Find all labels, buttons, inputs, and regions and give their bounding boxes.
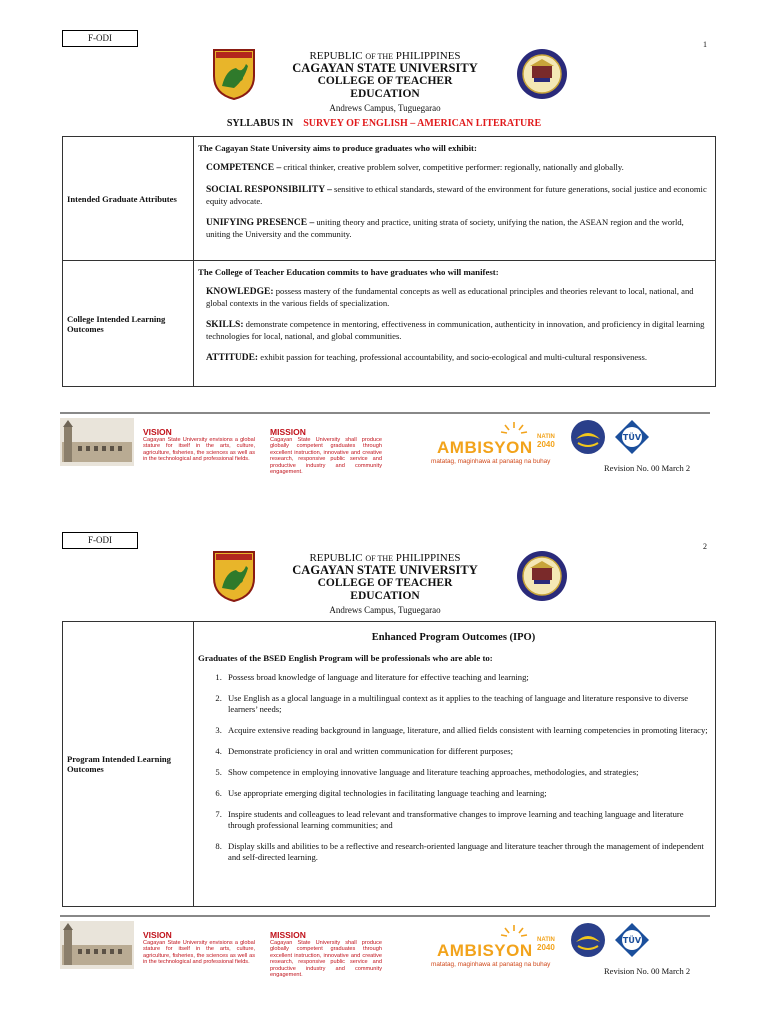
campus-name: Andrews Campus, Tuguegarao: [329, 103, 441, 113]
cte-seal-logo: [516, 550, 568, 602]
form-code-box: [62, 532, 138, 549]
sun-icon: [499, 923, 529, 941]
list-item: 6. Use appropriate emerging digital technologies in facilitating language teaching and learning;: [224, 788, 709, 799]
row-content: The Cagayan State University aims to produce graduates who will exhibit: COMPETENCE – critical thinker, creative problem solver, competitive performer: regionally, nationally and globally. SOCIAL RESPONSIBILITY – sensitive to ethical standards, steward of the environment for future generations, social justice and economic equity advocate. UNIFYING PRESENCE – uniting theory and practice, uniting strata of society, unifying the nation, the ASEAN region and the world, uniting the University and the community.: [194, 137, 716, 261]
outcome-item: ATTITUDE: exhibit passion for teaching, professional accountability, and socio-ecological and multi-cultural responsiveness.: [206, 352, 648, 363]
ipo-title: Enhanced Program Outcomes (IPO): [371, 632, 536, 643]
college-name-line2: EDUCATION: [350, 590, 420, 602]
table-row: [63, 261, 716, 387]
list-item: 1. Possess broad knowledge of language and literature for effective teaching and learning;: [224, 672, 709, 683]
iso-badge-icon: [570, 922, 606, 958]
iso-badge-icon: [570, 419, 606, 455]
table-row: [63, 137, 716, 261]
college-name-line1: COLLEGE OF TEACHER: [317, 75, 453, 87]
republic-line: REPUBLIC OF THE PHILIPPINES: [309, 552, 461, 564]
list-item: 8. Display skills and abilities to be a reflective and research-oriented language and literature teacher through the management of independent and self-directed learning.: [224, 841, 709, 863]
csu-shield-logo: [212, 48, 256, 100]
ambisyon-logo: AMBISYON NATIN 2040 matatag, maginhawa at panatag na buhay: [437, 923, 562, 969]
form-code: F-ODI: [88, 33, 112, 43]
attributes-table: [62, 136, 716, 387]
university-name: CAGAYAN STATE UNIVERSITY: [292, 61, 478, 75]
syllabus-page-2: [0, 512, 768, 1018]
program-outcomes-table: [62, 621, 716, 907]
campus-building-photo: [60, 921, 134, 969]
list-item: 5. Show competence in employing innovative language and literature teaching approaches, methodologies, and strategies;: [224, 767, 709, 778]
table-row: [63, 622, 716, 907]
republic-line: REPUBLIC OF THE PHILIPPINES: [309, 50, 461, 62]
revision-number: Revision No. 00 March 2: [604, 463, 691, 473]
row-label: Program Intended Learning Outcomes: [63, 622, 194, 907]
svg-text:TÜV: TÜV: [622, 936, 642, 945]
svg-text:TÜV: TÜV: [622, 433, 642, 442]
csu-shield-logo: [212, 550, 256, 602]
university-header: [260, 552, 510, 615]
row-label: Intended Graduate Attributes: [63, 137, 194, 261]
form-code-box: [62, 30, 138, 47]
list-item: 7. Inspire students and colleagues to lead relevant and transformative changes to improve learning and teaching language and literature through professional learning communities; and: [224, 809, 709, 831]
vision-statement: VISION Cagayan State University envisions a global stature for itself in the arts, culture, agriculture, fisheries, the sciences as well as in the technological and professional fields.: [143, 427, 255, 463]
vision-statement: VISION Cagayan State University envisions a global stature for itself in the arts, culture, agriculture, fisheries, the sciences as well as in the technological and professional fields.: [143, 930, 255, 966]
list-item: 2. Use English as a glocal language in a multilingual context as it applies to the teaching of language and literature responsive to diverse learners’ needs;: [224, 693, 709, 715]
attribute-item: COMPETENCE – critical thinker, creative problem solver, competitive performer: regionally, nationally and globally.: [206, 162, 624, 173]
syllabus-title: SYLLABUS IN SURVEY OF ENGLISH – AMERICAN LITERATURE: [226, 118, 542, 129]
campus-name: Andrews Campus, Tuguegarao: [329, 605, 441, 615]
attribute-item: SOCIAL RESPONSIBILITY – sensitive to ethical standards, steward of the environment for future generations, social justice and economic equity advocate.: [206, 184, 707, 206]
row-content: Enhanced Program Outcomes (IPO) Graduates of the BSED English Program will be professionals who are able to: 1. Possess broad knowledge of language and literature for effective teaching and learning; 2. Use English as a glocal language in a multilingual context as it applies to the teaching of language and literature responsive to diverse learners’ needs; 3. Acquire extensive reading background in language, literature, and allied fields consistent with learning competencies in promoting literacy; 4. Demonstrate proficiency in oral and written communication for different purposes; 5. Show competence in employing innovative language and literature teaching approaches, methodologies, and strategies; 6. Use appropriate emerging digital technologies in facilitating language teaching and learning; 7. Inspire students and colleagues to lead relevant and transformative changes to improve learning and teaching language and literature through professional learning communities; and 8. Display skills and abilities to be a reflective and research-oriented language and literature teacher through the management of independent and self-directed learning.: [194, 622, 716, 907]
campus-building-photo: [60, 418, 134, 466]
outcomes-list: [198, 672, 709, 863]
tuv-badge-icon: [614, 419, 650, 455]
list-item: 4. Demonstrate proficiency in oral and written communication for different purposes;: [224, 746, 709, 757]
sun-icon: [499, 420, 529, 438]
ambisyon-logo: AMBISYON NATIN 2040 matatag, maginhawa at panatag na buhay: [437, 420, 562, 466]
page-number: 1: [703, 40, 707, 49]
cte-seal-logo: [516, 48, 568, 100]
page-number: 2: [703, 542, 707, 551]
university-header: [260, 50, 510, 113]
attribute-item: UNIFYING PRESENCE – uniting theory and practice, uniting strata of society, unifying the nation, the ASEAN region and the world, uniting the University and the community.: [206, 217, 684, 239]
university-name: CAGAYAN STATE UNIVERSITY: [292, 563, 478, 577]
college-name-line2: EDUCATION: [350, 88, 420, 100]
outcome-item: SKILLS: demonstrate competence in mentoring, effectiveness in communication, authenticity in innovation, and proficiency in digital learning technologies for local, national, and global communities.: [206, 319, 705, 341]
tuv-badge-icon: [614, 922, 650, 958]
list-item: 3. Acquire extensive reading background in language, literature, and allied fields consistent with learning competencies in promoting literacy;: [224, 725, 709, 736]
footer-divider: [60, 915, 710, 917]
mission-statement: MISSION Cagayan State University shall produce globally competent graduates through excellent instruction, innovative and creative research, responsive public service and productive industry and community engagement.: [270, 930, 382, 979]
course-title: SURVEY OF ENGLISH – AMERICAN LITERATURE: [303, 118, 542, 129]
college-name-line1: COLLEGE OF TEACHER: [317, 577, 453, 589]
revision-number: Revision No. 00 March 2: [604, 966, 691, 976]
outcome-item: KNOWLEDGE: possess mastery of the fundamental concepts as well as educational principles and theories relevant to local, national, and global contexts in the various fields of specialization.: [206, 286, 694, 308]
form-code: F-ODI: [88, 535, 112, 545]
mission-statement: MISSION Cagayan State University shall produce globally competent graduates through excellent instruction, innovative and creative research, responsive public service and productive industry and community engagement.: [270, 427, 382, 476]
footer-divider: [60, 412, 710, 414]
syllabus-page-1: [0, 0, 768, 506]
row-label: College Intended Learning Outcomes: [63, 261, 194, 387]
row-content: The College of Teacher Education commits to have graduates who will manifest: KNOWLEDGE: possess mastery of the fundamental concepts as well as educational principles and theories relevant to local, national, and global contexts in the various fields of specialization. SKILLS: demonstrate competence in mentoring, effectiveness in communication, authenticity in innovation, and proficiency in digital learning technologies for local, national, and global communities. ATTITUDE: exhibit passion for teaching, professional accountability, and socio-ecological and multi-cultural responsiveness.: [194, 261, 716, 387]
